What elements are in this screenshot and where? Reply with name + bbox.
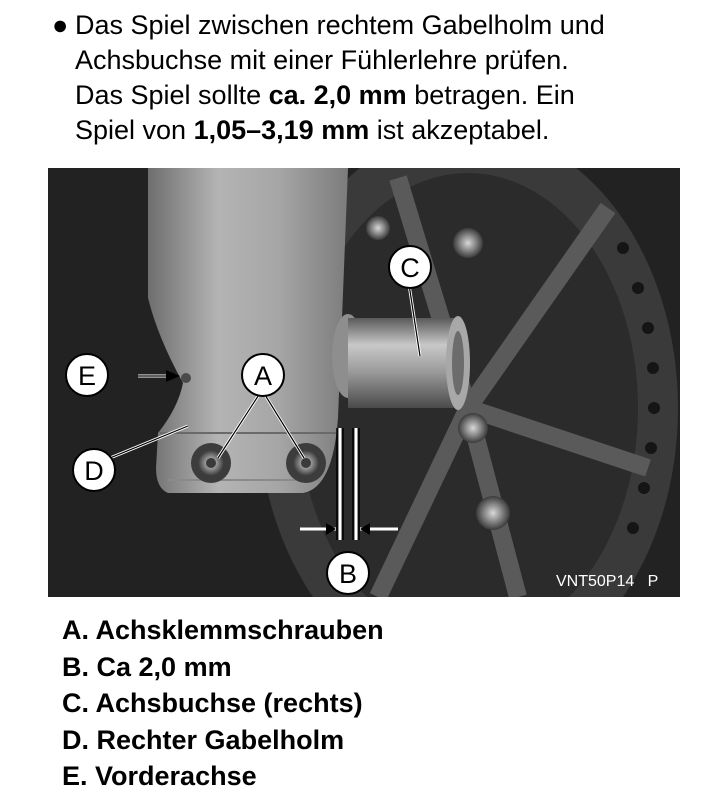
axle-sleeve [348, 318, 458, 408]
legend-text: Vorderachse [95, 761, 257, 791]
callout-e-label: E [77, 361, 97, 391]
legend-key: C. [62, 688, 89, 718]
fork-axle-illustration [48, 168, 680, 597]
callout-c-label: C [400, 253, 420, 283]
legend-text: Achsklemmschrauben [95, 615, 384, 645]
legend-key: D. [62, 724, 89, 755]
bullet-marker: ● [52, 10, 69, 40]
legend-item-b [62, 649, 384, 686]
callout-d-label: D [84, 456, 104, 486]
legend-list [62, 612, 384, 795]
legend-key: B. [62, 651, 89, 682]
callout-a-label: A [253, 361, 273, 391]
instruction-acceptable-range: 1,05–3,19 mm [193, 115, 370, 145]
instruction-line-4-end: ist akzeptabel. [369, 115, 550, 145]
legend-key: E. [62, 761, 88, 791]
legend-text: Achsbuchse (rechts) [95, 688, 363, 718]
instruction-line-3-start: Das Spiel sollte [75, 80, 269, 110]
instruction-text [75, 8, 684, 148]
instruction-paragraph [52, 8, 684, 148]
legend-item-a [62, 612, 384, 649]
callout-b-label: B [338, 559, 358, 589]
legend-item-c [62, 685, 384, 722]
fork-axle-photo [48, 168, 680, 597]
figure-code: VNT50P14 P [556, 573, 659, 590]
instruction-line-4-start: Spiel von [75, 115, 194, 145]
fork-leg [148, 168, 348, 493]
legend-text: Rechter Gabelholm [96, 724, 345, 755]
axle-end [181, 373, 191, 383]
instruction-line-2: Achsbuchse mit einer Fühlerlehre prüfen. [75, 45, 569, 75]
legend-text: Ca 2,0 mm [96, 651, 232, 682]
instruction-nominal-clearance: ca. 2,0 mm [268, 80, 407, 110]
instruction-line-1: Das Spiel zwischen rechtem Gabelholm und [75, 10, 605, 40]
legend-item-e [62, 758, 384, 795]
legend-key: A. [62, 615, 89, 645]
instruction-line-3-end: betragen. Ein [406, 80, 575, 110]
legend-item-d [62, 722, 384, 759]
